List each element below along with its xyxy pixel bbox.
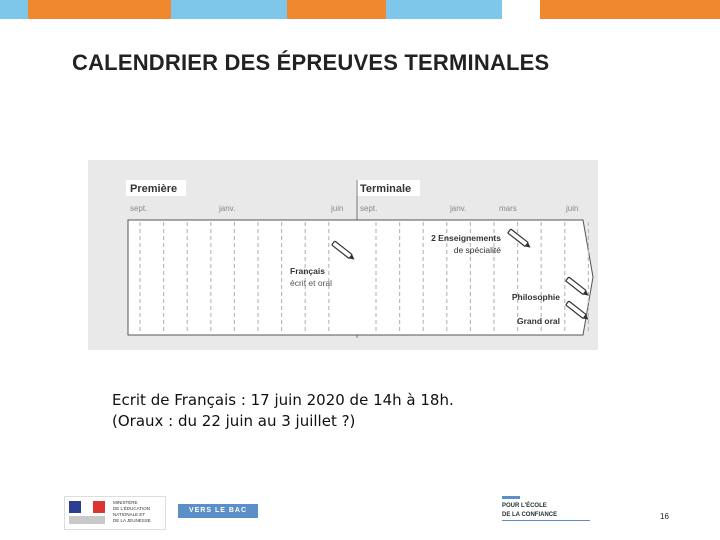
exam-info [112,390,454,432]
month-label: janv. [450,204,467,213]
top-bar-blue-1 [0,0,28,19]
marianne-flag-icon [69,501,105,513]
year-label-premiere: Première [130,183,178,195]
exam-label: 2 Enseignements [431,233,501,243]
school-logo-line-1: POUR L'ÉCOLE [502,503,547,509]
ministry-line: DE L'ÉDUCATION [113,506,151,511]
logo-accent-bar [502,496,520,499]
school-logo-line-2: DE LA CONFIANCE [502,512,558,518]
exam-info-line-1: Ecrit de Français : 17 juin 2020 de 14h à 18h. [112,391,454,409]
top-bar-blue-2 [171,0,287,19]
exam-sublabel: de spécialité [453,245,501,255]
top-bar-orange-1 [28,0,171,19]
ministry-line: NATIONALE ET [113,512,146,517]
top-bar-orange-3 [540,0,720,19]
exam-sublabel: écrit et oral [290,278,333,288]
page-title: CALENDRIER DES ÉPREUVES TERMINALES [72,50,550,75]
month-label: sept. [360,204,378,213]
ministry-line: MINISTÈRE [113,500,138,505]
timeline-diagram [88,160,598,350]
month-label: mars [499,204,517,213]
ministry-republic-mark [69,516,105,524]
page-number: 16 [660,512,669,521]
timeline-panel [88,160,598,350]
bac-badge: VERS LE BAC 2021 [178,504,258,518]
month-label: sept. [130,204,148,213]
year-label-terminale: Terminale [360,183,412,195]
logo-underline [502,520,590,521]
ministry-line: DE LA JEUNESSE [113,518,151,523]
ministry-name [113,500,151,524]
school-confidence-logo [502,496,592,522]
top-bar-orange-2 [287,0,386,19]
ministry-logo [64,496,166,530]
month-label: juin [331,204,344,213]
exam-label: Grand oral [517,316,560,326]
month-label: juin [566,204,579,213]
exam-label: Français [290,266,325,276]
month-label: janv. [219,204,236,213]
top-bar-blue-3 [386,0,502,19]
exam-label: Philosophie [511,292,560,302]
exam-info-line-2: (Oraux : du 22 juin au 3 juillet ?) [112,412,356,430]
